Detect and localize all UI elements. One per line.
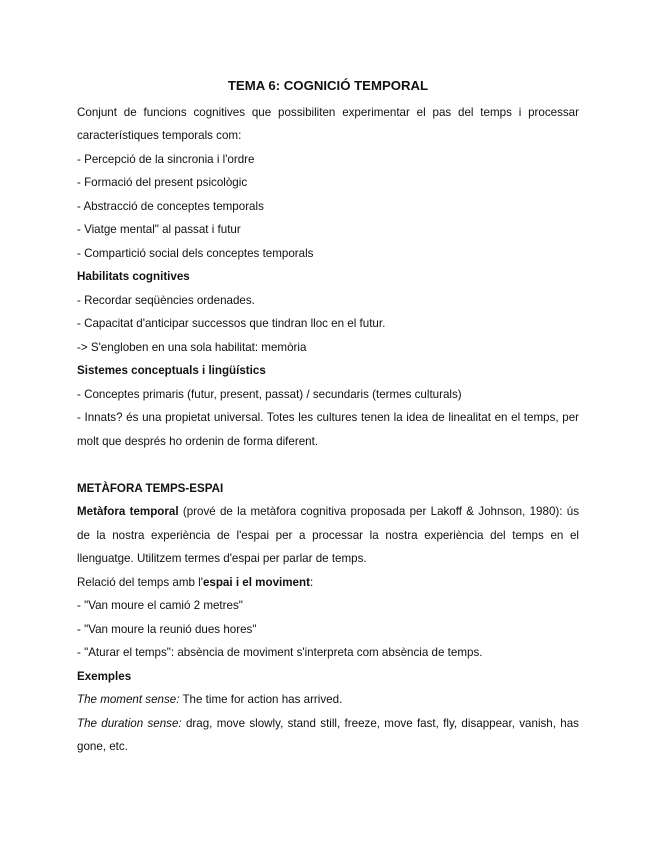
relation-el: el	[242, 576, 252, 589]
relation-prefix: Relació del temps amb l'	[77, 576, 203, 589]
metaphor-definition-line-2: de la nostra experiència de l'espai per a processar la nostra experiència del temps en el	[77, 529, 579, 542]
systems-item-line-1: - Innats? és una propietat universal. Totes les cultures tenen la idea de linealitat en el temps, per	[77, 411, 579, 424]
systems-item: - Conceptes primaris (futur, present, passat) / secundaris (termes culturals)	[77, 388, 462, 401]
moment-sense-text: The time for action has arrived.	[179, 693, 343, 706]
relation-space: espai	[202, 576, 233, 589]
duration-sense-line-2: gone, etc.	[77, 740, 128, 753]
duration-sense-text: drag, move slowly, stand still, freeze, move fast, fly, disappear, vanish, has	[181, 717, 579, 730]
metaphor-example: - "Aturar el temps": absència de moviment s'interpreta com absència de temps.	[77, 646, 483, 659]
metaphor-heading: METÀFORA TEMPS-ESPAI	[77, 482, 224, 495]
function-item: - Abstracció de conceptes temporals	[77, 200, 264, 213]
metaphor-definition-line-3: llenguatge. Utilitzem termes d'espai per parlar de temps.	[77, 552, 367, 565]
duration-sense-line-1	[77, 717, 579, 731]
relation-line	[77, 576, 313, 590]
metaphor-example: - "Van moure la reunió dues hores"	[77, 623, 257, 636]
metaphor-term: Metàfora temporal	[77, 505, 179, 518]
ability-item: -> S'engloben en una sola habilitat: memòria	[77, 341, 307, 354]
abilities-heading: Habilitats cognitives	[77, 270, 190, 283]
moment-sense-label: The moment sense:	[77, 693, 180, 706]
metaphor-example: - "Van moure el camió 2 metres"	[77, 599, 243, 612]
function-item: - Percepció de la sincronia i l'ordre	[77, 153, 255, 166]
relation-suffix: :	[309, 576, 314, 589]
page-title: TEMA 6: COGNICIÓ TEMPORAL	[227, 78, 429, 93]
ability-item: - Recordar seqüències ordenades.	[77, 294, 255, 307]
function-item: - Viatge mental" al passat i futur	[77, 223, 241, 236]
function-item: - Compartició social dels conceptes temporals	[77, 247, 314, 260]
duration-sense-label: The duration sense:	[77, 717, 182, 730]
relation-movement: moviment	[255, 576, 310, 589]
metaphor-definition-line-1	[77, 505, 579, 519]
ability-item: - Capacitat d'anticipar successos que tindran lloc en el futur.	[77, 317, 386, 330]
systems-heading: Sistemes conceptuals i lingüístics	[77, 364, 266, 377]
moment-sense-line	[77, 693, 342, 707]
function-item: - Formació del present psicològic	[77, 176, 248, 189]
intro-line-2: característiques temporals com:	[77, 129, 242, 142]
examples-heading: Exemples	[77, 670, 132, 683]
systems-item-line-2: molt que després ho ordenin de forma diferent.	[77, 435, 319, 448]
relation-and: i	[232, 576, 243, 589]
intro-line-1: Conjunt de funcions cognitives que possibiliten experimentar el pas del temps i processar	[77, 106, 579, 119]
metaphor-definition-text: (prové de la metàfora cognitiva proposada per Lakoff & Johnson, 1980): ús	[178, 505, 579, 518]
